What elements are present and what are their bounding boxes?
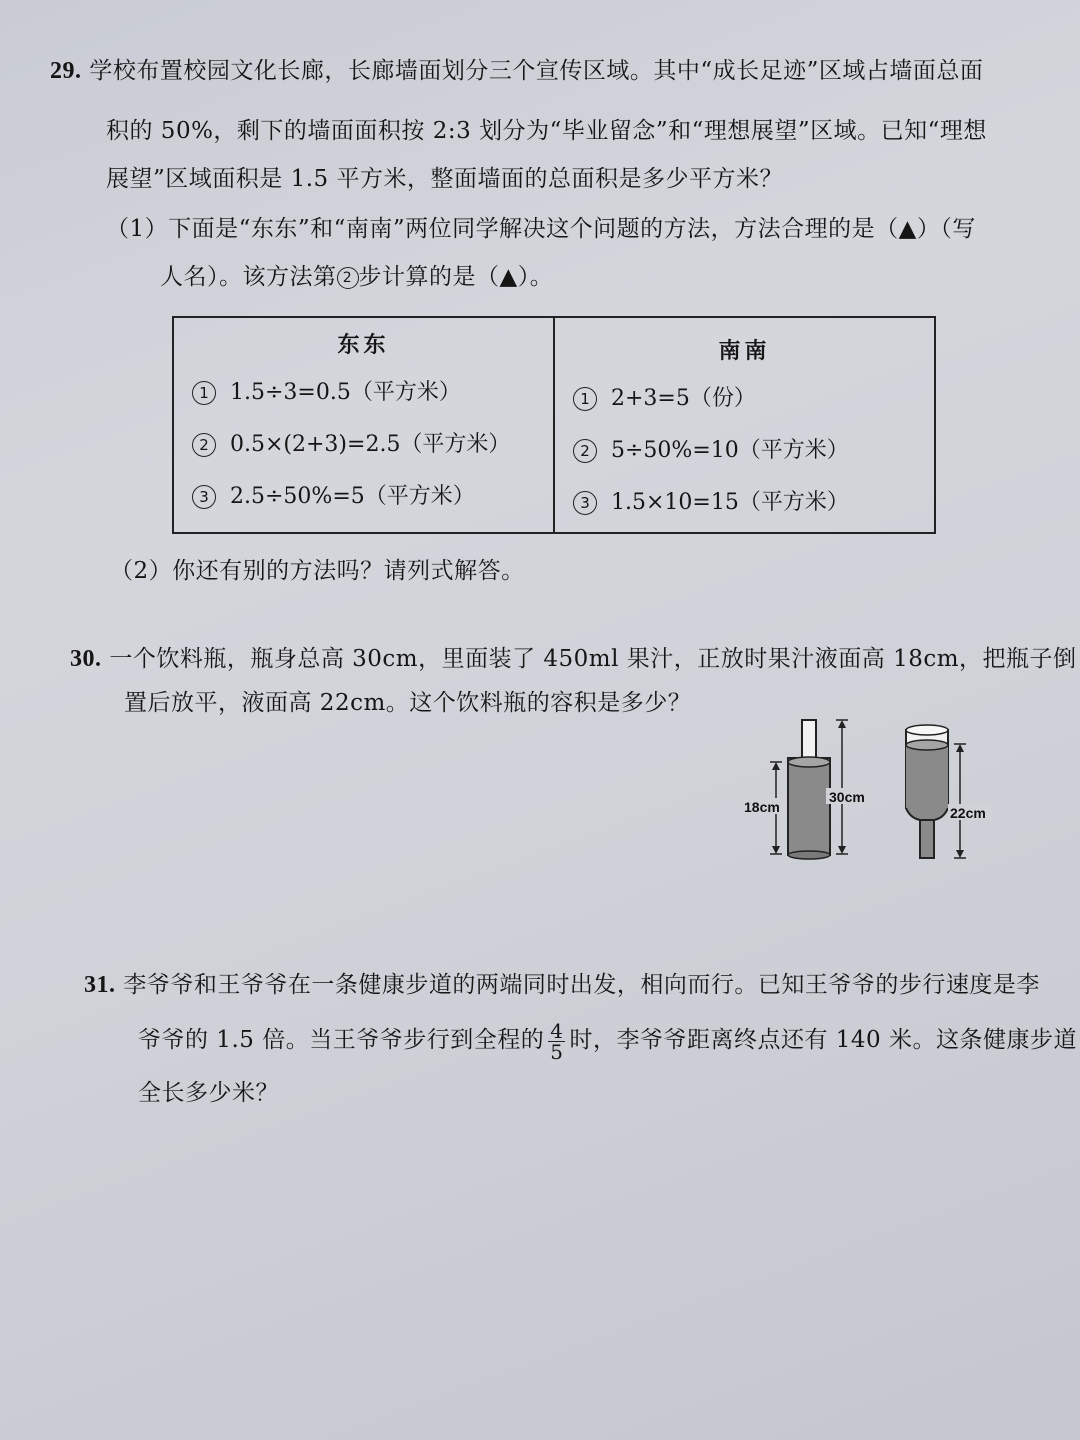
dongdong-step-1-text: 1.5÷3=0.5（平方米） bbox=[230, 380, 461, 405]
q31-text-2a: 爷爷的 1.5 倍。当王爷爷步行到全程的 bbox=[138, 1027, 545, 1053]
q29-line1 bbox=[50, 56, 983, 86]
dongdong-step-3 bbox=[192, 483, 553, 511]
dongdong-header: 东东 bbox=[337, 332, 390, 358]
solutions-table bbox=[172, 316, 936, 534]
q31-line3: 全长多少米？ bbox=[138, 1080, 279, 1106]
q29-text-1: 学校布置校园文化长廊，长廊墙面划分三个宣传区域。其中“成长足迹”区域占墙面总面 bbox=[89, 58, 984, 84]
dongdong-step-2 bbox=[192, 431, 553, 459]
fraction-numerator: 4 bbox=[550, 1018, 564, 1043]
nannan-step-3 bbox=[573, 489, 934, 517]
q29-sub1-line1: （1）下面是“东东”和“南南”两位同学解决这个问题的方法，方法合理的是（▲）（写 bbox=[106, 216, 976, 242]
nannan-column bbox=[554, 317, 935, 533]
nannan-step-1 bbox=[573, 385, 934, 413]
step-circle-3: 3 bbox=[573, 491, 597, 515]
q29-sub1-text-a: 人名）。该方法第 bbox=[160, 264, 337, 290]
q29-sub1-text-b: 步计算的是（▲）。 bbox=[358, 264, 554, 290]
step-circle-3: 3 bbox=[192, 485, 216, 509]
bottle-figure bbox=[730, 710, 1000, 870]
dongdong-column bbox=[173, 317, 554, 533]
fraction-denominator: 5 bbox=[550, 1039, 564, 1064]
q30-text-1: 一个饮料瓶，瓶身总高 30cm，里面装了 450ml 果汁，正放时果汁液面高 18cm，把瓶子倒 bbox=[109, 646, 1077, 672]
step-circle-2: 2 bbox=[337, 267, 359, 289]
label-22cm: 22cm bbox=[950, 805, 986, 821]
dongdong-step-2-text: 0.5×(2+3)=2.5（平方米） bbox=[230, 432, 511, 457]
q29-sub1-line2 bbox=[160, 262, 553, 292]
step-circle-1: 1 bbox=[573, 387, 597, 411]
nannan-header: 南南 bbox=[718, 338, 771, 364]
upright-bottle bbox=[742, 720, 870, 859]
q31-line1 bbox=[84, 970, 1040, 1000]
q29-number: 29. bbox=[50, 58, 82, 84]
q31-text-1: 李爷爷和王爷爷在一条健康步道的两端同时出发，相向而行。已知王爷爷的步行速度是李 bbox=[123, 972, 1040, 998]
q30-line1 bbox=[70, 644, 1077, 674]
step-circle-2: 2 bbox=[192, 433, 216, 457]
q29-line3: 展望”区域面积是 1.5 平方米，整面墙面的总面积是多少平方米？ bbox=[106, 166, 783, 192]
q30-line2: 置后放平，液面高 22cm。这个饮料瓶的容积是多少？ bbox=[124, 690, 692, 716]
q29-sub2: （2）你还有别的方法吗？请列式解答。 bbox=[110, 558, 525, 584]
label-30cm: 30cm bbox=[829, 789, 865, 805]
nannan-step-1-text: 2+3=5（份） bbox=[611, 386, 756, 411]
fraction-four-fifths bbox=[548, 1018, 565, 1064]
nannan-step-3-text: 1.5×10=15（平方米） bbox=[611, 490, 849, 515]
step-circle-2: 2 bbox=[573, 439, 597, 463]
label-18cm: 18cm bbox=[744, 799, 780, 815]
step-circle-1: 1 bbox=[192, 381, 216, 405]
q29-line2: 积的 50%，剩下的墙面面积按 2:3 划分为“毕业留念”和“理想展望”区域。已知“理想 bbox=[106, 118, 987, 144]
inverted-bottle bbox=[906, 725, 992, 858]
dongdong-step-1 bbox=[192, 379, 553, 407]
nannan-step-2 bbox=[573, 437, 934, 465]
dongdong-step-3-text: 2.5÷50%=5（平方米） bbox=[230, 484, 475, 509]
q30-number: 30. bbox=[70, 646, 102, 672]
q31-number: 31. bbox=[84, 972, 116, 998]
nannan-step-2-text: 5÷50%=10（平方米） bbox=[611, 438, 849, 463]
q31-text-2b: 时，李爷爷距离终点还有 140 米。这条健康步道 bbox=[569, 1027, 1077, 1053]
q31-line2 bbox=[138, 1018, 1077, 1062]
